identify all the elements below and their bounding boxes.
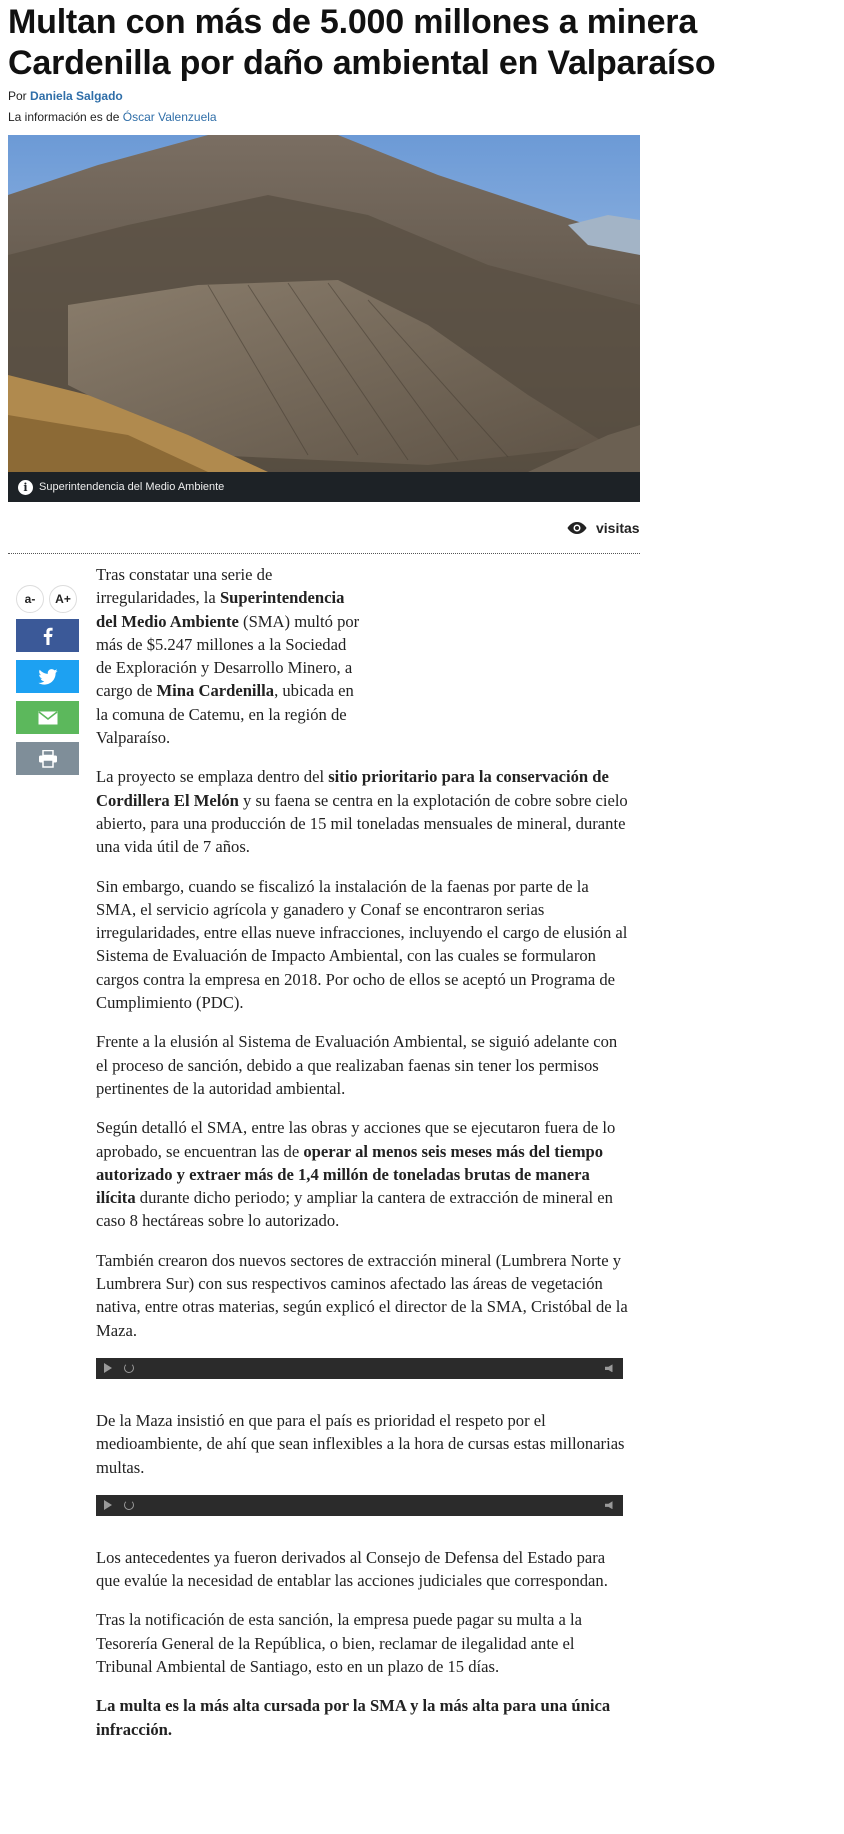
paragraph-10 xyxy=(96,1694,628,1741)
paragraph-1 xyxy=(96,563,366,749)
visits-label: visitas xyxy=(596,520,640,536)
paragraph-3: Sin embargo, cuando se fiscalizó la instalación de la faenas por parte de la SMA, el servicio agrícola y ganadero y Conaf se encontraron serias irregularidades, entre ellas nueve infracciones, incluyendo el cargo de elusión al Sistema de Evaluación de Impacto Ambiental, con las cuales se formularon cargos contra la empresa en 2018. Por ocho de ellos se aceptó un Programa de Cumplimiento (PDC). xyxy=(96,876,628,1013)
article-headline: Multan con más de 5.000 millones a minera Cardenilla por daño ambiental en Valparaíso xyxy=(8,3,716,82)
replay-icon[interactable] xyxy=(124,1363,134,1373)
paragraph-4: Frente a la elusión al Sistema de Evaluación Ambiental, se siguió adelante con el proceso de sanción, debido a que realizaban faenas sin tener los permisos pertinentes de la autoridad ambiental. xyxy=(96,1032,618,1098)
bold-text: operar al menos seis meses más del tiempo autorizado y extraer más de 1,4 millón de toneladas brutas de manera ilícita xyxy=(96,1141,604,1208)
byline-prefix: Por xyxy=(8,89,27,103)
author-link[interactable]: Daniela Salgado xyxy=(30,89,123,103)
twitter-icon xyxy=(38,669,58,685)
article-body xyxy=(96,563,628,1757)
info-icon[interactable]: i xyxy=(18,480,33,495)
font-increase-button[interactable]: A+ xyxy=(49,585,77,613)
bold-text: Superintendencia del Medio Ambiente xyxy=(96,588,345,631)
share-facebook-button[interactable] xyxy=(16,619,79,652)
text-span: y su faena se centra en la explotación de cobre sobre cielo abierto, para una producción de 15 mil toneladas mensuales de mineral, durante una vida útil de 7 años. xyxy=(96,790,628,857)
bold-text: sitio prioritario para la conservación de Cordillera El Melón xyxy=(96,767,609,810)
mountain-mine-photo xyxy=(8,135,640,472)
byline xyxy=(8,88,123,104)
replay-icon[interactable] xyxy=(124,1500,134,1510)
audio-player-2[interactable] xyxy=(96,1495,623,1516)
info-author-link[interactable]: Óscar Valenzuela xyxy=(122,110,217,124)
eye-icon xyxy=(567,521,587,535)
paragraph-8: Los antecedentes ya fueron derivados al Consejo de Defensa del Estado para que evalúe la necesidad de entablar las acciones judiciales que correspondan. xyxy=(96,1547,608,1591)
image-caption-bar xyxy=(8,472,640,502)
print-button[interactable] xyxy=(16,742,79,775)
bold-text: Mina Cardenilla xyxy=(156,681,275,701)
font-size-controls xyxy=(16,585,79,613)
paragraph-2 xyxy=(96,765,628,858)
text-span: La proyecto se emplaza dentro del xyxy=(96,767,329,787)
email-icon xyxy=(38,711,58,725)
info-prefix: La información es de xyxy=(8,110,120,124)
volume-icon[interactable] xyxy=(605,1501,615,1509)
font-decrease-button[interactable]: a- xyxy=(16,585,44,613)
text-span: , ubicada en la comuna de Catemu, en la región de Valparaíso. xyxy=(96,681,354,748)
paragraph-6: También crearon dos nuevos sectores de extracción mineral (Lumbrera Norte y Lumbrera Sur) con sus respectivos caminos afectado las áreas de vegetación nativa, entre otras materias, según explicó el director de la SMA, Cristóbal de la Maza. xyxy=(96,1250,628,1340)
image-caption: Superintendencia del Medio Ambiente xyxy=(39,481,225,493)
paragraph-5 xyxy=(96,1116,628,1232)
text-span: durante dicho periodo; y ampliar la cantera de extracción de mineral en caso 8 hectáreas sobre lo autorizado. xyxy=(96,1188,613,1231)
audio-player-1[interactable] xyxy=(96,1358,623,1379)
info-credit xyxy=(8,109,217,125)
article-tools xyxy=(16,585,79,783)
visits-counter xyxy=(567,520,640,536)
print-icon xyxy=(38,750,58,768)
volume-icon[interactable] xyxy=(605,1364,615,1372)
text-span: Según detalló el SMA, entre las obras y acciones que se ejecutaron fuera de lo aprobado, se encuentran las de xyxy=(96,1118,616,1161)
hero-image xyxy=(8,135,640,502)
section-divider xyxy=(8,553,640,554)
play-icon[interactable] xyxy=(104,1500,112,1510)
bold-text: La multa es la más alta cursada por la SMA y la más alta para una única infracción. xyxy=(96,1696,611,1739)
text-span: (SMA) multó por más de $5.247 millones a la Sociedad de Exploración y Desarrollo Minero, a cargo de xyxy=(96,611,360,701)
text-span: Tras constatar una serie de irregularidades, la xyxy=(96,565,273,608)
share-email-button[interactable] xyxy=(16,701,79,734)
facebook-icon xyxy=(43,627,53,645)
play-icon[interactable] xyxy=(104,1363,112,1373)
paragraph-7: De la Maza insistió en que para el país es prioridad el respeto por el medioambiente, de ahí que sean inflexibles a la hora de cursas estas millonarias multas. xyxy=(96,1410,625,1477)
paragraph-9: Tras la notificación de esta sanción, la empresa puede pagar su multa a la Tesorería General de la República, o bien, reclamar de ilegalidad ante el Tribunal Ambiental de Santiago, esto en un plazo de 15 días. xyxy=(96,1610,582,1676)
share-twitter-button[interactable] xyxy=(16,660,79,693)
